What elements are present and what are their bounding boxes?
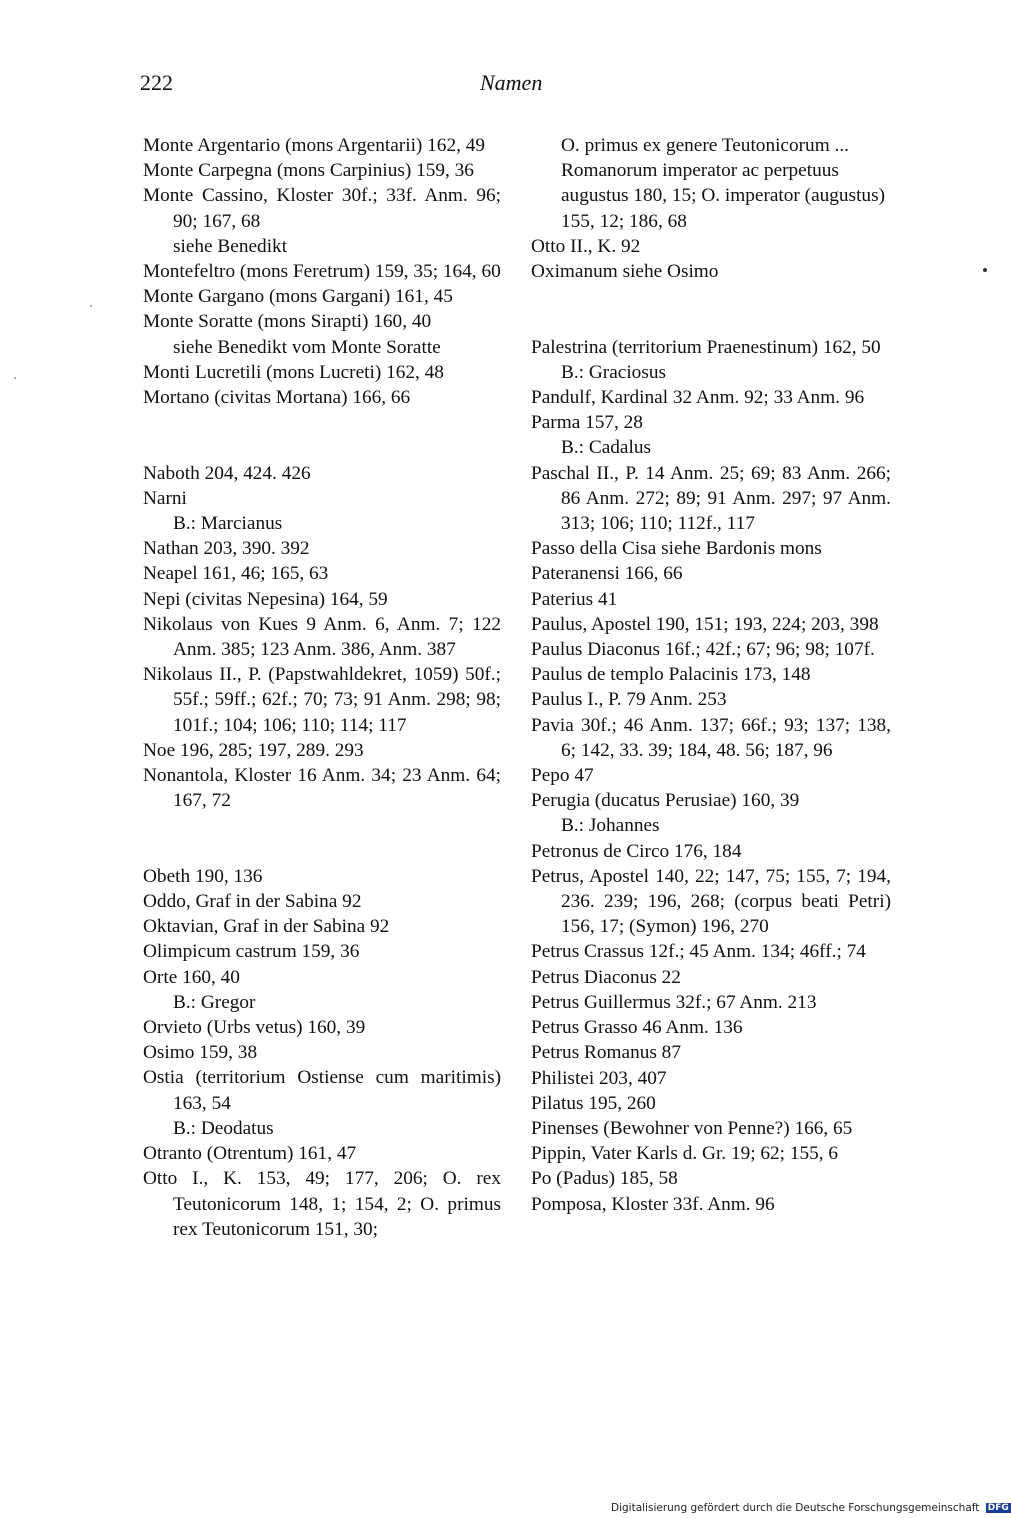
index-entry: Pinenses (Bewohner von Penne?) 166, 65 <box>531 1117 853 1139</box>
index-entry: Otranto (Otrentum) 161, 47 <box>143 1143 357 1165</box>
index-entry: Monte Cassino, Kloster 30f.; 33f. Anm. 96; 90; 167, 68 <box>143 185 501 232</box>
index-column-left <box>143 133 501 1242</box>
index-entry: Pepo 47 <box>531 765 594 787</box>
index-entry: Pilatus 195, 260 <box>531 1092 656 1114</box>
index-entry: Oktavian, Graf in der Sabina 92 <box>143 916 390 938</box>
index-entry: Pateranensi 166, 66 <box>531 563 683 585</box>
index-entry: Nonantola, Kloster 16 Anm. 34; 23 Anm. 64; 167, 72 <box>143 765 501 812</box>
index-entry: Orvieto (Urbs vetus) 160, 39 <box>143 1017 366 1039</box>
index-entry: Olimpicum castrum 159, 36 <box>143 941 360 963</box>
index-entry: Pomposa, Kloster 33f. Anm. 96 <box>531 1193 775 1215</box>
index-entry: Petrus Diaconus 22 <box>531 966 681 988</box>
index-entry: Oddo, Graf in der Sabina 92 <box>143 891 362 913</box>
letter-gap <box>143 410 501 460</box>
dfg-logo: DFG <box>987 1503 1009 1513</box>
index-entry: Paulus Diaconus 16f.; 42f.; 67; 96; 98; 107f. <box>531 639 875 661</box>
index-entry: Oximanum siehe Osimo <box>531 261 719 283</box>
index-entry: Monte Gargano (mons Gargani) 161, 45 <box>143 286 453 308</box>
index-subentry: B.: Deodatus <box>173 1117 274 1139</box>
footer-text: Digitalisierung gefördert durch die Deutsche Forschungsgemeinschaft <box>611 1502 980 1514</box>
index-subentry: B.: Gregor <box>173 991 256 1013</box>
index-entry: Monte Soratte (mons Sirapti) 160, 40 <box>143 311 432 333</box>
index-entry: Pavia 30f.; 46 Anm. 137; 66f.; 93; 137; 138, 6; 142, 33. 39; 184, 48. 56; 187, 96 <box>531 714 891 761</box>
index-entry: Ostia (territorium Ostiense cum maritimis) 163, 54 <box>143 1067 501 1114</box>
index-entry: Narni <box>143 487 187 509</box>
index-entry: Petrus Grasso 46 Anm. 136 <box>531 1017 743 1039</box>
index-entry: Nikolaus II., P. (Papstwahldekret, 1059) 50f.; 55f.; 59ff.; 62f.; 70; 73; 91 Anm. 298; 98; 101f.; 104; 106; 110; 114; 117 <box>143 664 501 736</box>
letter-gap <box>531 284 891 334</box>
index-entry: Parma 157, 28 <box>531 412 643 434</box>
index-entry: Perugia (ducatus Perusiae) 160, 39 <box>531 790 800 812</box>
index-entry: Monte Argentario (mons Argentarii) 162, 49 <box>143 135 486 156</box>
index-entry: Neapel 161, 46; 165, 63 <box>143 563 329 585</box>
index-entry: Paulus I., P. 79 Anm. 253 <box>531 689 727 711</box>
index-subentry: B.: Johannes <box>561 815 660 837</box>
index-entry: Nikolaus von Kues 9 Anm. 6, Anm. 7; 122 Anm. 385; 123 Anm. 386, Anm. 387 <box>143 613 501 661</box>
page-number: 222 <box>140 70 173 95</box>
index-subentry: B.: Cadalus <box>561 437 651 459</box>
index-entry: Naboth 204, 424. 426 <box>143 462 311 484</box>
scan-speck <box>14 377 16 379</box>
index-entry: Petrus Guillermus 32f.; 67 Anm. 213 <box>531 991 817 1013</box>
index-entry: Monti Lucretili (mons Lucreti) 162, 48 <box>143 361 444 383</box>
index-subentry: siehe Benedikt vom Monte Soratte <box>173 336 441 358</box>
index-entry: Orte 160, 40 <box>143 966 240 988</box>
index-entry-continuation: O. primus ex genere Teutonicorum ... Romanorum imperator ac perpetuus augustus 180, 15; O. imperator (augustus) 155, 12; 186, 68 <box>561 135 885 232</box>
index-entry: Otto II., K. 92 <box>531 235 641 257</box>
index-entry: Osimo 159, 38 <box>143 1042 258 1064</box>
index-entry: Paulus de templo Palacinis 173, 148 <box>531 664 811 686</box>
index-entry: Petrus Romanus 87 <box>531 1042 681 1064</box>
index-entry: Monte Carpegna (mons Carpinius) 159, 36 <box>143 160 474 182</box>
index-column-right <box>531 133 891 1217</box>
index-entry: Nathan 203, 390. 392 <box>143 538 310 560</box>
index-entry: Philistei 203, 407 <box>531 1067 667 1089</box>
index-subentry: siehe Benedikt <box>173 235 288 257</box>
index-entry: Montefeltro (mons Feretrum) 159, 35; 164, 60 <box>143 261 501 283</box>
letter-gap <box>143 813 501 863</box>
index-entry: Petrus Crassus 12f.; 45 Anm. 134; 46ff.; 74 <box>531 941 866 963</box>
index-entry: Noe 196, 285; 197, 289. 293 <box>143 739 364 761</box>
index-entry: Passo della Cisa siehe Bardonis mons <box>531 538 822 560</box>
digitization-footer <box>611 1502 1011 1514</box>
index-entry: Otto I., K. 153, 49; 177, 206; O. rex Teutonicorum 148, 1; 154, 2; O. primus rex Teutonicorum 151, 30; <box>143 1168 501 1240</box>
index-entry: Pandulf, Kardinal 32 Anm. 92; 33 Anm. 96 <box>531 387 865 409</box>
index-entry: Petronus de Circo 176, 184 <box>531 840 742 862</box>
index-subentry: B.: Marcianus <box>173 513 283 535</box>
index-entry: Nepi (civitas Nepesina) 164, 59 <box>143 588 388 610</box>
index-entry: Po (Padus) 185, 58 <box>531 1168 678 1190</box>
index-entry: Paschal II., P. 14 Anm. 25; 69; 83 Anm. 266; 86 Anm. 272; 89; 91 Anm. 297; 97 Anm. 313; 106; 110; 112f., 117 <box>531 462 891 535</box>
index-entry: Palestrina (territorium Praenestinum) 162, 50 <box>531 336 881 358</box>
running-title: Namen <box>480 70 543 95</box>
index-subentry: B.: Graciosus <box>561 361 666 383</box>
index-entry: Mortano (civitas Mortana) 166, 66 <box>143 387 411 409</box>
index-entry: Pippin, Vater Karls d. Gr. 19; 62; 155, 6 <box>531 1143 839 1165</box>
index-entry: Paterius 41 <box>531 588 618 610</box>
scan-speck <box>90 305 92 307</box>
page-dot <box>983 268 987 272</box>
index-entry: Petrus, Apostel 140, 22; 147, 75; 155, 7; 194, 236. 239; 196, 268; (corpus beati Petri) 156, 17; (Symon) 196, 270 <box>531 865 891 938</box>
index-entry: Obeth 190, 136 <box>143 865 263 887</box>
index-entry: Paulus, Apostel 190, 151; 193, 224; 203, 398 <box>531 613 879 635</box>
